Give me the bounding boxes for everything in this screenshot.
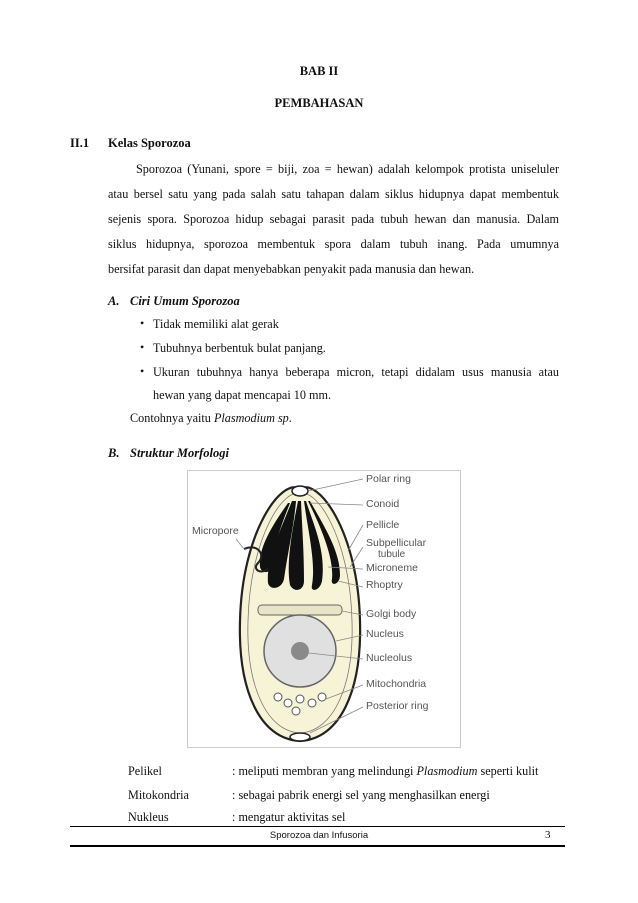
bullet-item-3-cont: hewan yang dapat mencapai 10 mm. xyxy=(153,388,332,402)
label-nucleus: Nucleus xyxy=(366,628,404,640)
intro-line-2: atau bersel satu yang pada salah satu tahapan dalam siklus hidupnya dapat membentuk xyxy=(108,187,559,201)
label-microneme: Microneme xyxy=(366,562,418,574)
definition-term: Mitokondria xyxy=(128,788,189,802)
definition-text: meliputi membran yang melindungi xyxy=(238,764,414,778)
subsection-b-title: Struktur Morfologi xyxy=(130,446,229,460)
definition-term: Nukleus xyxy=(128,810,169,824)
bullet-item-1: Tidak memiliki alat gerak xyxy=(153,317,279,331)
definition-italic: Plasmodium xyxy=(416,764,478,778)
footer-title: Sporozoa dan Infusoria xyxy=(269,830,369,841)
page-number: 3 xyxy=(545,829,551,841)
section-number: II.1 xyxy=(70,136,90,150)
footer-rule-bottom xyxy=(70,845,565,847)
section-title: Kelas Sporozoa xyxy=(108,136,191,150)
chapter-title: PEMBAHASAN xyxy=(274,96,364,110)
definition-text: sebagai pabrik energi sel yang menghasilkan energi xyxy=(238,788,490,802)
definition-separator: : xyxy=(232,764,236,778)
label-conoid: Conoid xyxy=(366,498,400,510)
label-posterior-ring: Posterior ring xyxy=(366,700,429,712)
label-nucleolus: Nucleolus xyxy=(366,652,413,664)
definition-value xyxy=(232,788,490,803)
sporozoa-diagram xyxy=(187,470,461,748)
bullet-item-2: Tubuhnya berbentuk bulat panjang. xyxy=(153,341,326,355)
bullet-icon: • xyxy=(140,316,145,330)
label-tubule: tubule xyxy=(378,549,406,560)
definition-separator: : xyxy=(232,810,236,824)
definition-text: mengatur aktivitas sel xyxy=(238,810,346,824)
subsection-a-title: Ciri Umum Sporozoa xyxy=(130,294,240,308)
label-micropore: Micropore xyxy=(192,525,239,537)
label-pellicle: Pellicle xyxy=(366,519,400,531)
definition-value xyxy=(232,764,538,779)
footer-rule-top xyxy=(70,826,565,827)
subsection-a-label: A. xyxy=(108,294,120,308)
example-species: Plasmodium sp xyxy=(213,411,289,425)
intro-line-1: Sporozoa (Yunani, spore = biji, zoa = hewan) adalah kelompok protista uniseluler xyxy=(136,162,559,176)
definition-after: seperti kulit xyxy=(480,764,539,778)
label-golgi-body: Golgi body xyxy=(366,608,417,620)
bullet-item-3: Ukuran tubuhnya hanya beberapa micron, tetapi didalam usus manusia atau xyxy=(153,365,559,379)
chapter-label: BAB II xyxy=(299,64,339,78)
label-polar-ring: Polar ring xyxy=(366,473,411,485)
definition-separator: : xyxy=(232,788,236,802)
intro-line-3: sejenis spora. Sporozoa hidup sebagai parasit pada tubuh hewan dan manusia. Dalam xyxy=(108,212,559,226)
example-prefix: Contohnya yaitu xyxy=(130,411,211,425)
example-suffix: . xyxy=(288,411,292,425)
definition-value xyxy=(232,810,345,825)
definition-term: Pelikel xyxy=(128,764,162,778)
label-mitochondria: Mitochondria xyxy=(366,678,427,690)
subsection-b-label: B. xyxy=(108,446,120,460)
bullet-icon: • xyxy=(140,364,145,378)
bullet-icon: • xyxy=(140,340,145,354)
intro-line-4: siklus hidupnya, sporozoa membentuk spora dalam tubuh inang. Pada umumnya xyxy=(108,237,559,251)
intro-line-5: bersifat parasit dan dapat menyebabkan penyakit pada manusia dan hewan. xyxy=(108,262,475,276)
label-rhoptry: Rhoptry xyxy=(366,579,403,591)
example-line xyxy=(130,412,292,424)
label-subpellicular: Subpellicular xyxy=(366,537,427,549)
